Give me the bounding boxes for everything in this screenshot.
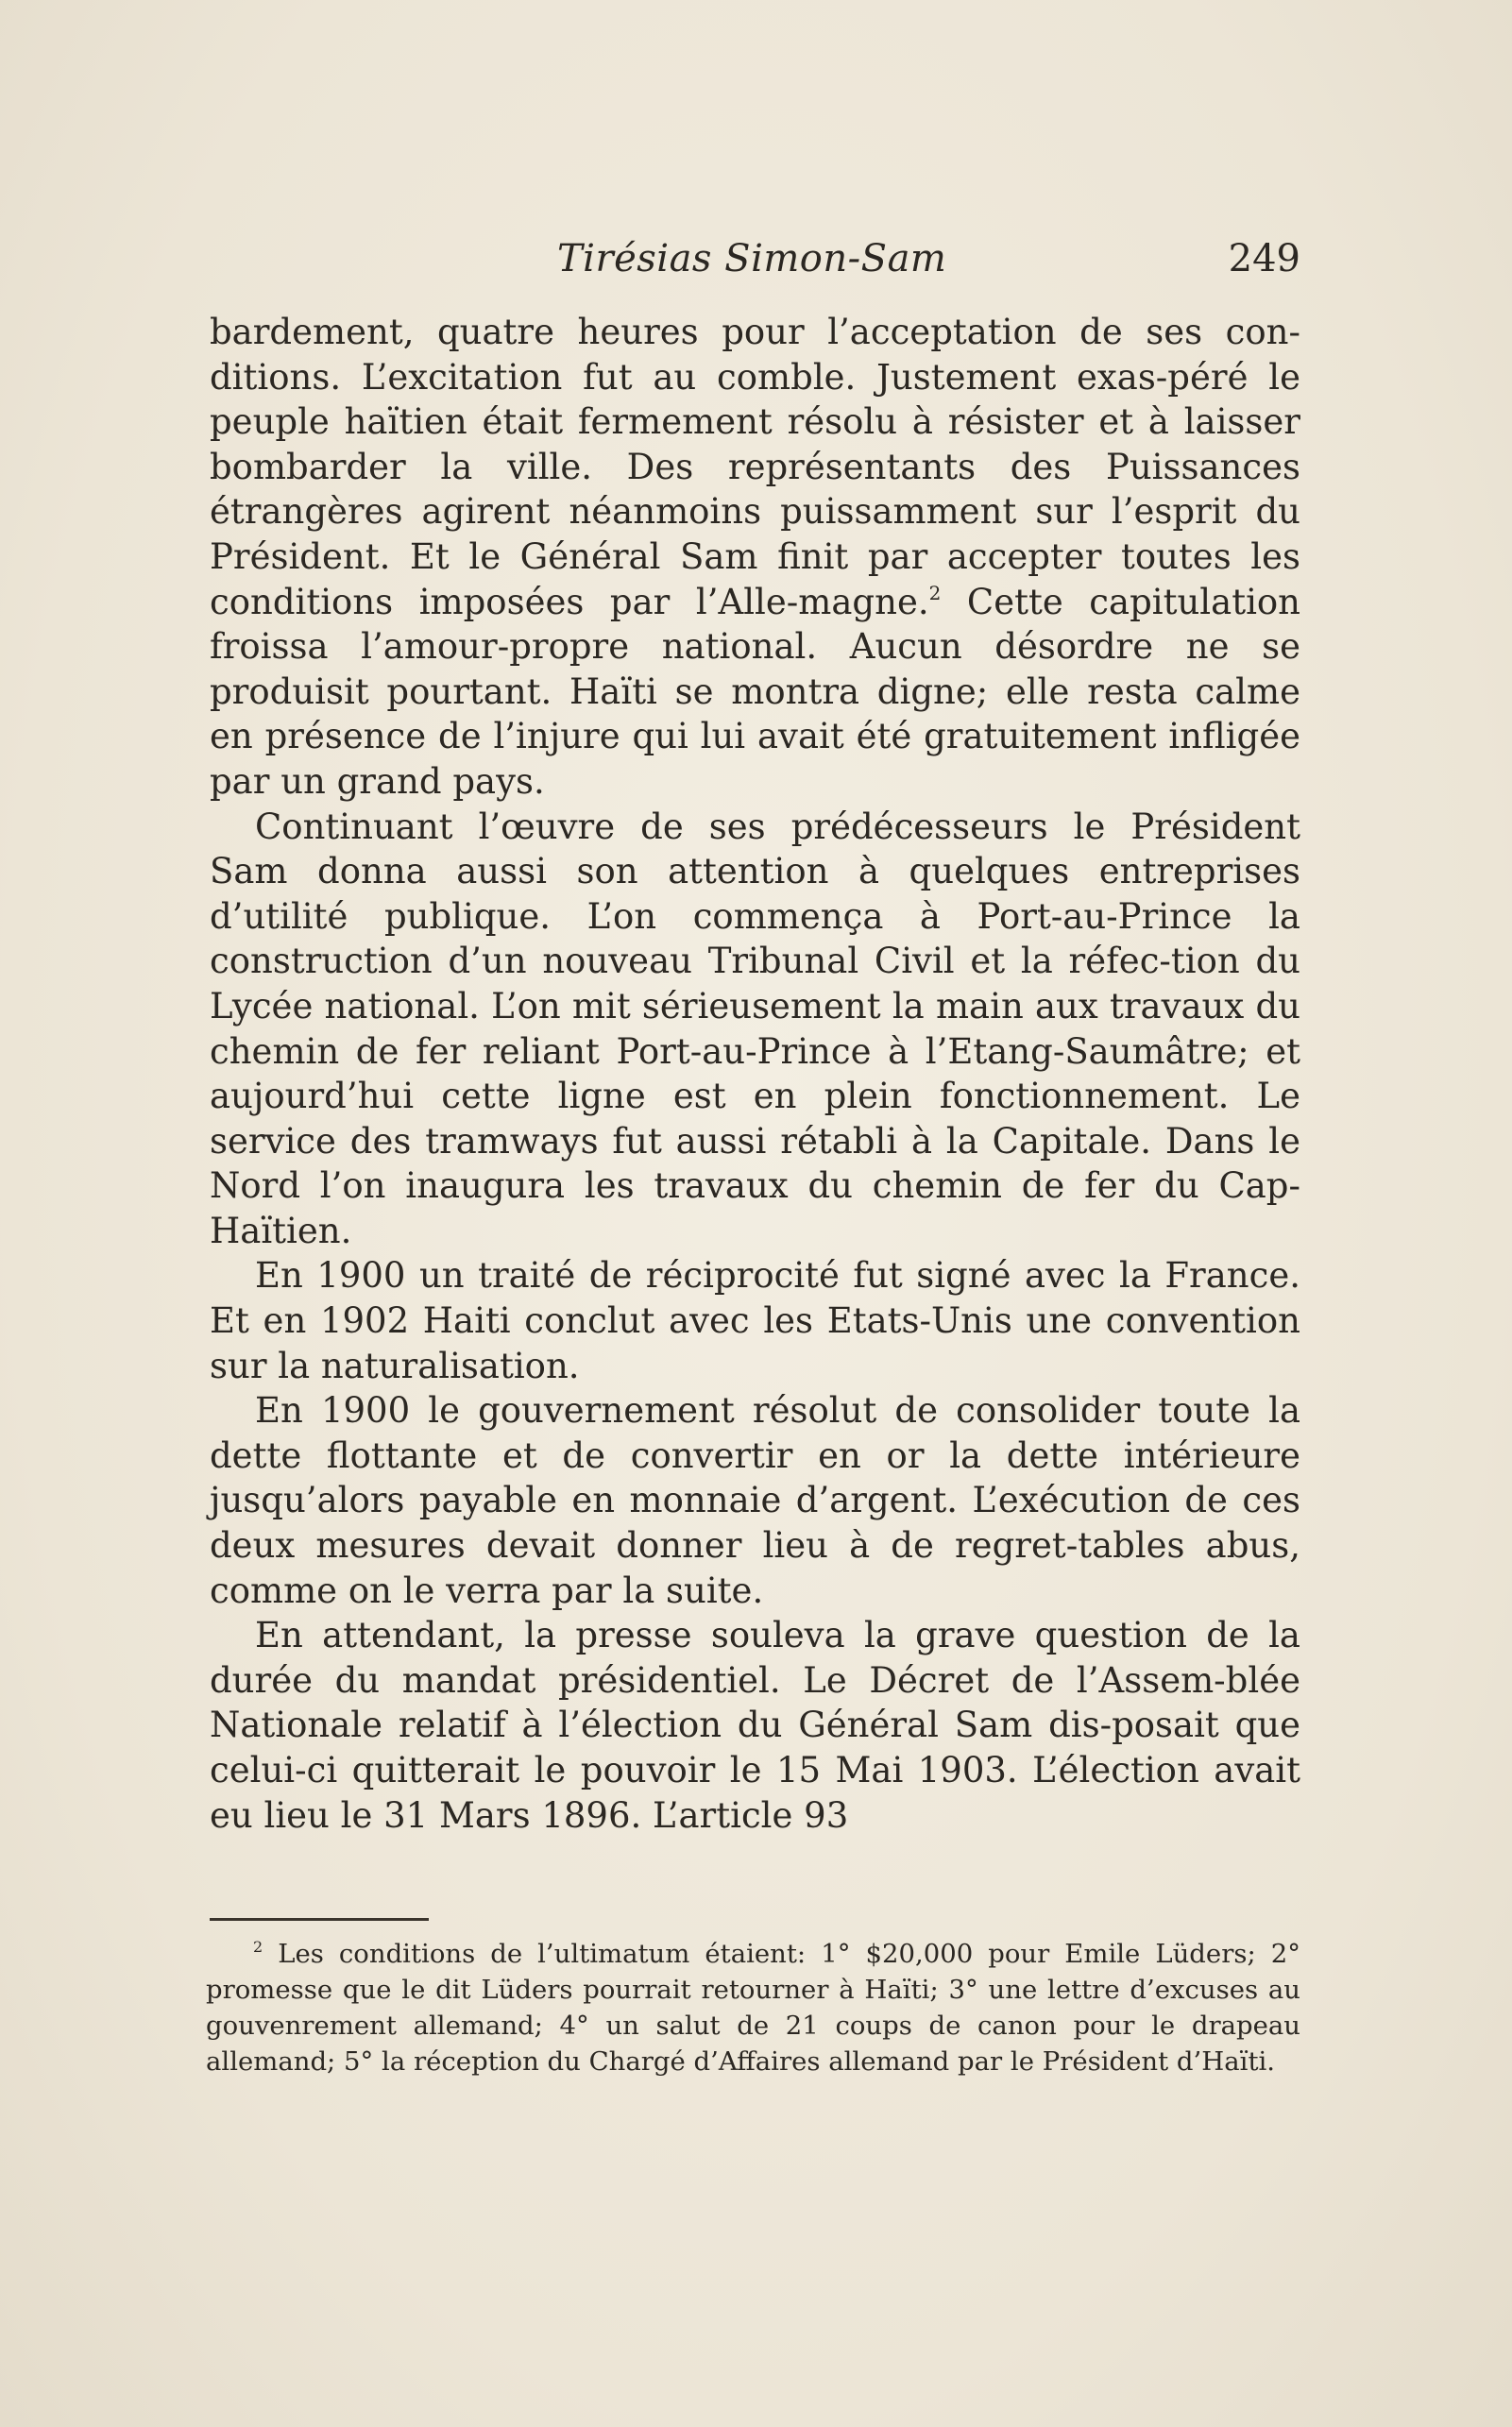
footnote-reference: 2 <box>928 581 942 604</box>
paragraph-3: En 1900 un traité de réciprocité fut signé avec la France. Et en 1902 Haiti conclut avec les Etats-Unis une convention sur la naturalisation. <box>210 1255 1300 1386</box>
running-header <box>210 230 1300 287</box>
page-number: 249 <box>1228 237 1300 280</box>
paragraph-1-part-b: Cette capitulation froissa l’amour-propre national. Aucun désordre ne se produisit pourtant. Haïti se montra digne; elle resta calme en présence de l’injure qui lui avait été gratuitement infligée par un grand pays. <box>210 581 1301 802</box>
footnote-marker: 2 <box>253 1938 263 1956</box>
footnote-text: Les conditions de l’ultimatum étaient: 1° $20,000 pour Emile Lüders; 2° promesse que le dit Lüders pourrait retourner à Haïti; 3° une lettre d’excuses au gouvenrement allemand; 4° un salut de 21 coups de canon pour le drapeau allemand; 5° la réception du Chargé d’Affaires allemand par le Président d’Haïti. <box>206 1939 1300 2077</box>
paragraph-4: En 1900 le gouvernement résolut de consolider toute la dette flottante et de convertir en or la dette intérieure jusqu’alors payable en monnaie d’argent. L’exécution de ces deux mesures devait donner lieu à de regret-tables abus, comme on le verra par la suite. <box>210 1390 1300 1611</box>
running-title: Tirésias Simon-Sam <box>557 237 947 280</box>
paragraph-2: Continuant l’œuvre de ses prédécesseurs le Président Sam donna aussi son attention à quelques entreprises d’utilité publique. L’on commença à Port-au-Prince la construction d’un nouveau Tribunal Civil et la réfec-tion du Lycée national. L’on mit sérieusement la main aux travaux du chemin de fer reliant Port-au-Prince à l’Etang-Saumâtre; et aujourd’hui cette ligne est en plein fonctionnement. Le service des tramways fut aussi rétabli à la Capitale. Dans le Nord l’on inaugura les travaux du chemin de fer du Cap-Haïtien. <box>210 806 1300 1251</box>
footnote-divider <box>210 1918 429 1921</box>
body-text <box>210 310 1300 1838</box>
footnote <box>206 1936 1300 2079</box>
paragraph-1-part-a: bardement, quatre heures pour l’acceptation de ses con-ditions. L’excitation fut au comble. Justement exas-péré le peuple haïtien était fermement résolu à résister et à laisser bombarder la ville. Des représentants des Puissances étrangères agirent néanmoins puissamment sur l’esprit du Président. Et le Général Sam finit par accepter toutes les conditions imposées par l’Alle-magne. <box>210 312 1300 622</box>
paragraph-5: En attendant, la presse souleva la grave question de la durée du mandat présidentiel. Le Décret de l’Assem-blée Nationale relatif à l’élection du Général Sam dis-posait que celui-ci quitterait le pouvoir le 15 Mai 1903. L’élection avait eu lieu le 31 Mars 1896. L’article 93 <box>210 1615 1300 1836</box>
paragraph-1 <box>210 310 1300 805</box>
